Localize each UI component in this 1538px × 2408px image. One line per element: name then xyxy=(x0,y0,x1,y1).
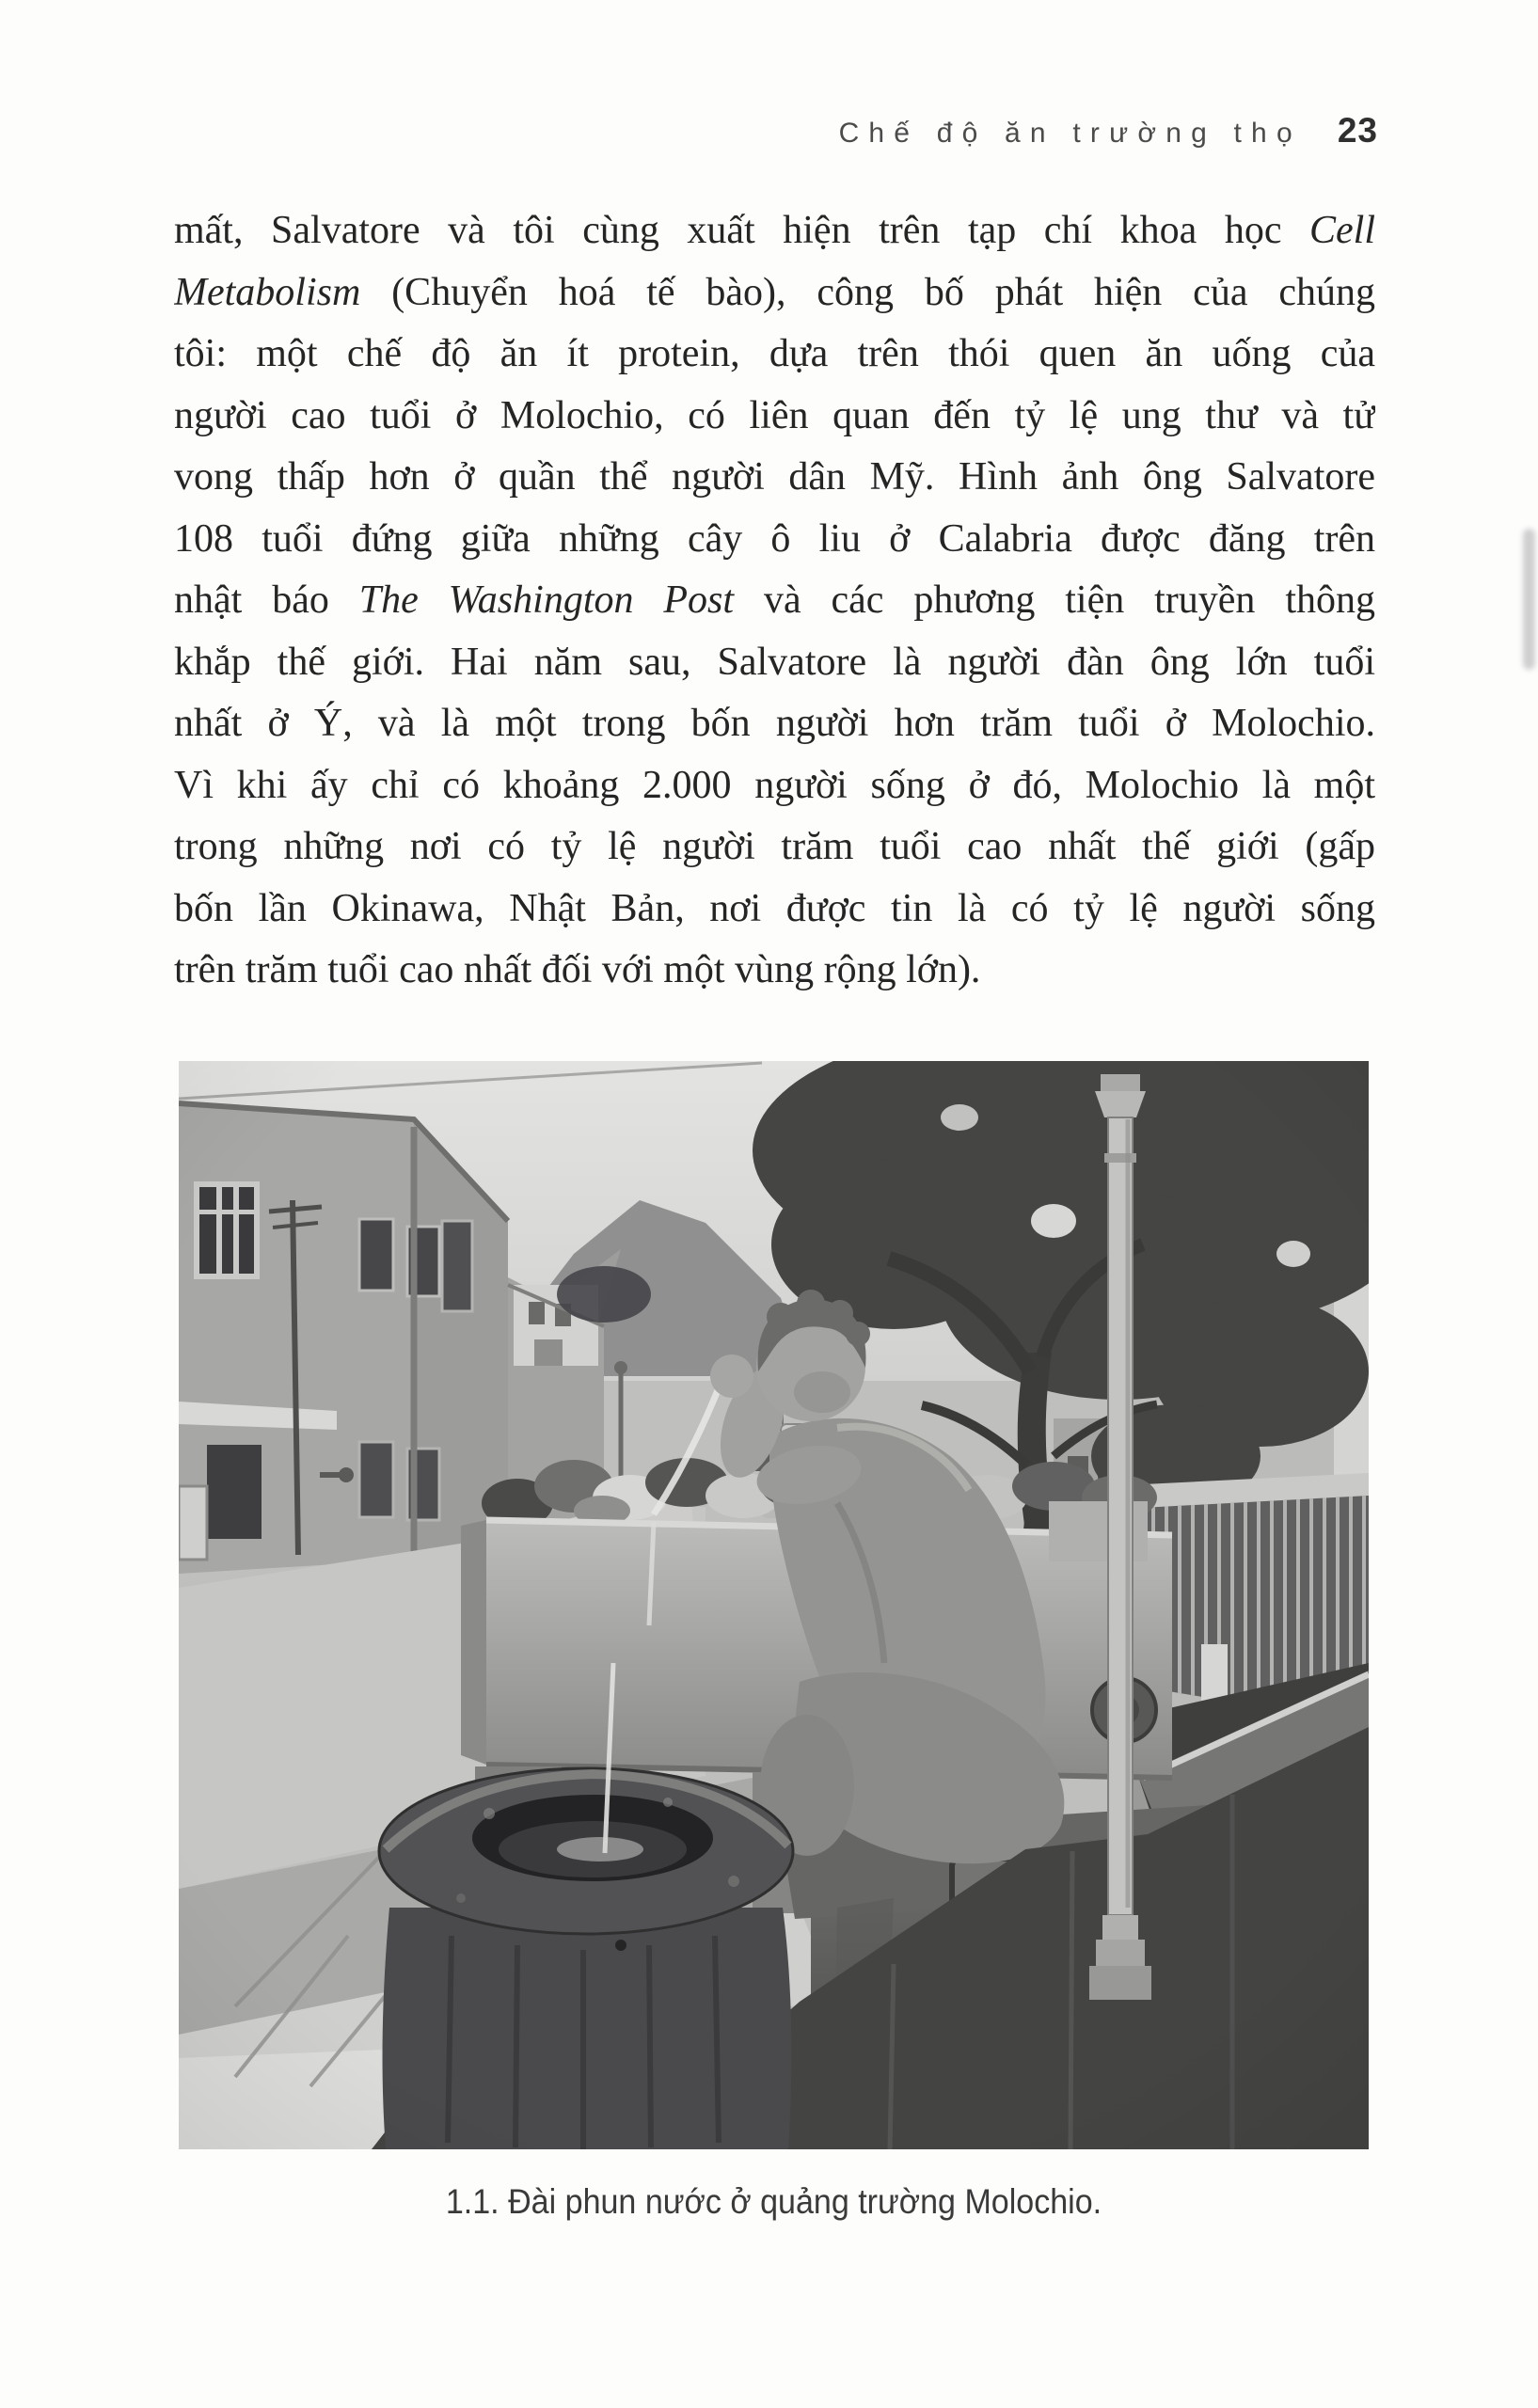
body-line: Metabolism (Chuyển hoá tế bào), công bố phát hiện của chúng xyxy=(174,270,1375,314)
figure-caption: 1.1. Đài phun nước ở quảng trường Molochio. xyxy=(445,2182,1102,2221)
running-header-title: Chế độ ăn trường thọ xyxy=(838,118,1302,149)
body-line: vong thấp hơn ở quần thể người dân Mỹ. Hình ảnh ông Salvatore xyxy=(174,455,1375,499)
page-number: 23 xyxy=(1337,111,1378,150)
body-line: nhật báo The Washington Post và các phương tiện truyền thông xyxy=(174,578,1375,622)
body-line: tôi: một chế độ ăn ít protein, dựa trên thói quen ăn uống của xyxy=(174,332,1375,375)
body-line: 108 tuổi đứng giữa những cây ô liu ở Calabria được đăng trên xyxy=(174,516,1375,561)
body-line: trong những nơi có tỷ lệ người trăm tuổi cao nhất thế giới (gấp xyxy=(174,825,1375,868)
body-line: trên trăm tuổi cao nhất đối với một vùng rộng lớn). xyxy=(174,948,981,991)
scan-artifact xyxy=(1523,529,1535,670)
figure-photo xyxy=(179,1061,1369,2149)
body-line: khắp thế giới. Hai năm sau, Salvatore là người đàn ông lớn tuổi xyxy=(174,640,1375,684)
photo-vignette xyxy=(179,1061,1369,2149)
body-line: nhất ở Ý, và là một trong bốn người hơn trăm tuổi ở Molochio. xyxy=(174,702,1375,745)
body-text xyxy=(174,200,1375,1002)
running-header xyxy=(839,111,1378,150)
body-line: Vì khi ấy chỉ có khoảng 2.000 người sống ở đó, Molochio là một xyxy=(174,763,1375,807)
body-line: người cao tuổi ở Molochio, có liên quan đến tỷ lệ ung thư và tử xyxy=(174,393,1375,437)
body-line: bốn lần Okinawa, Nhật Bản, nơi được tin là có tỷ lệ người sống xyxy=(174,886,1375,930)
body-line: mất, Salvatore và tôi cùng xuất hiện trên tạp chí khoa học Cell xyxy=(174,209,1375,252)
